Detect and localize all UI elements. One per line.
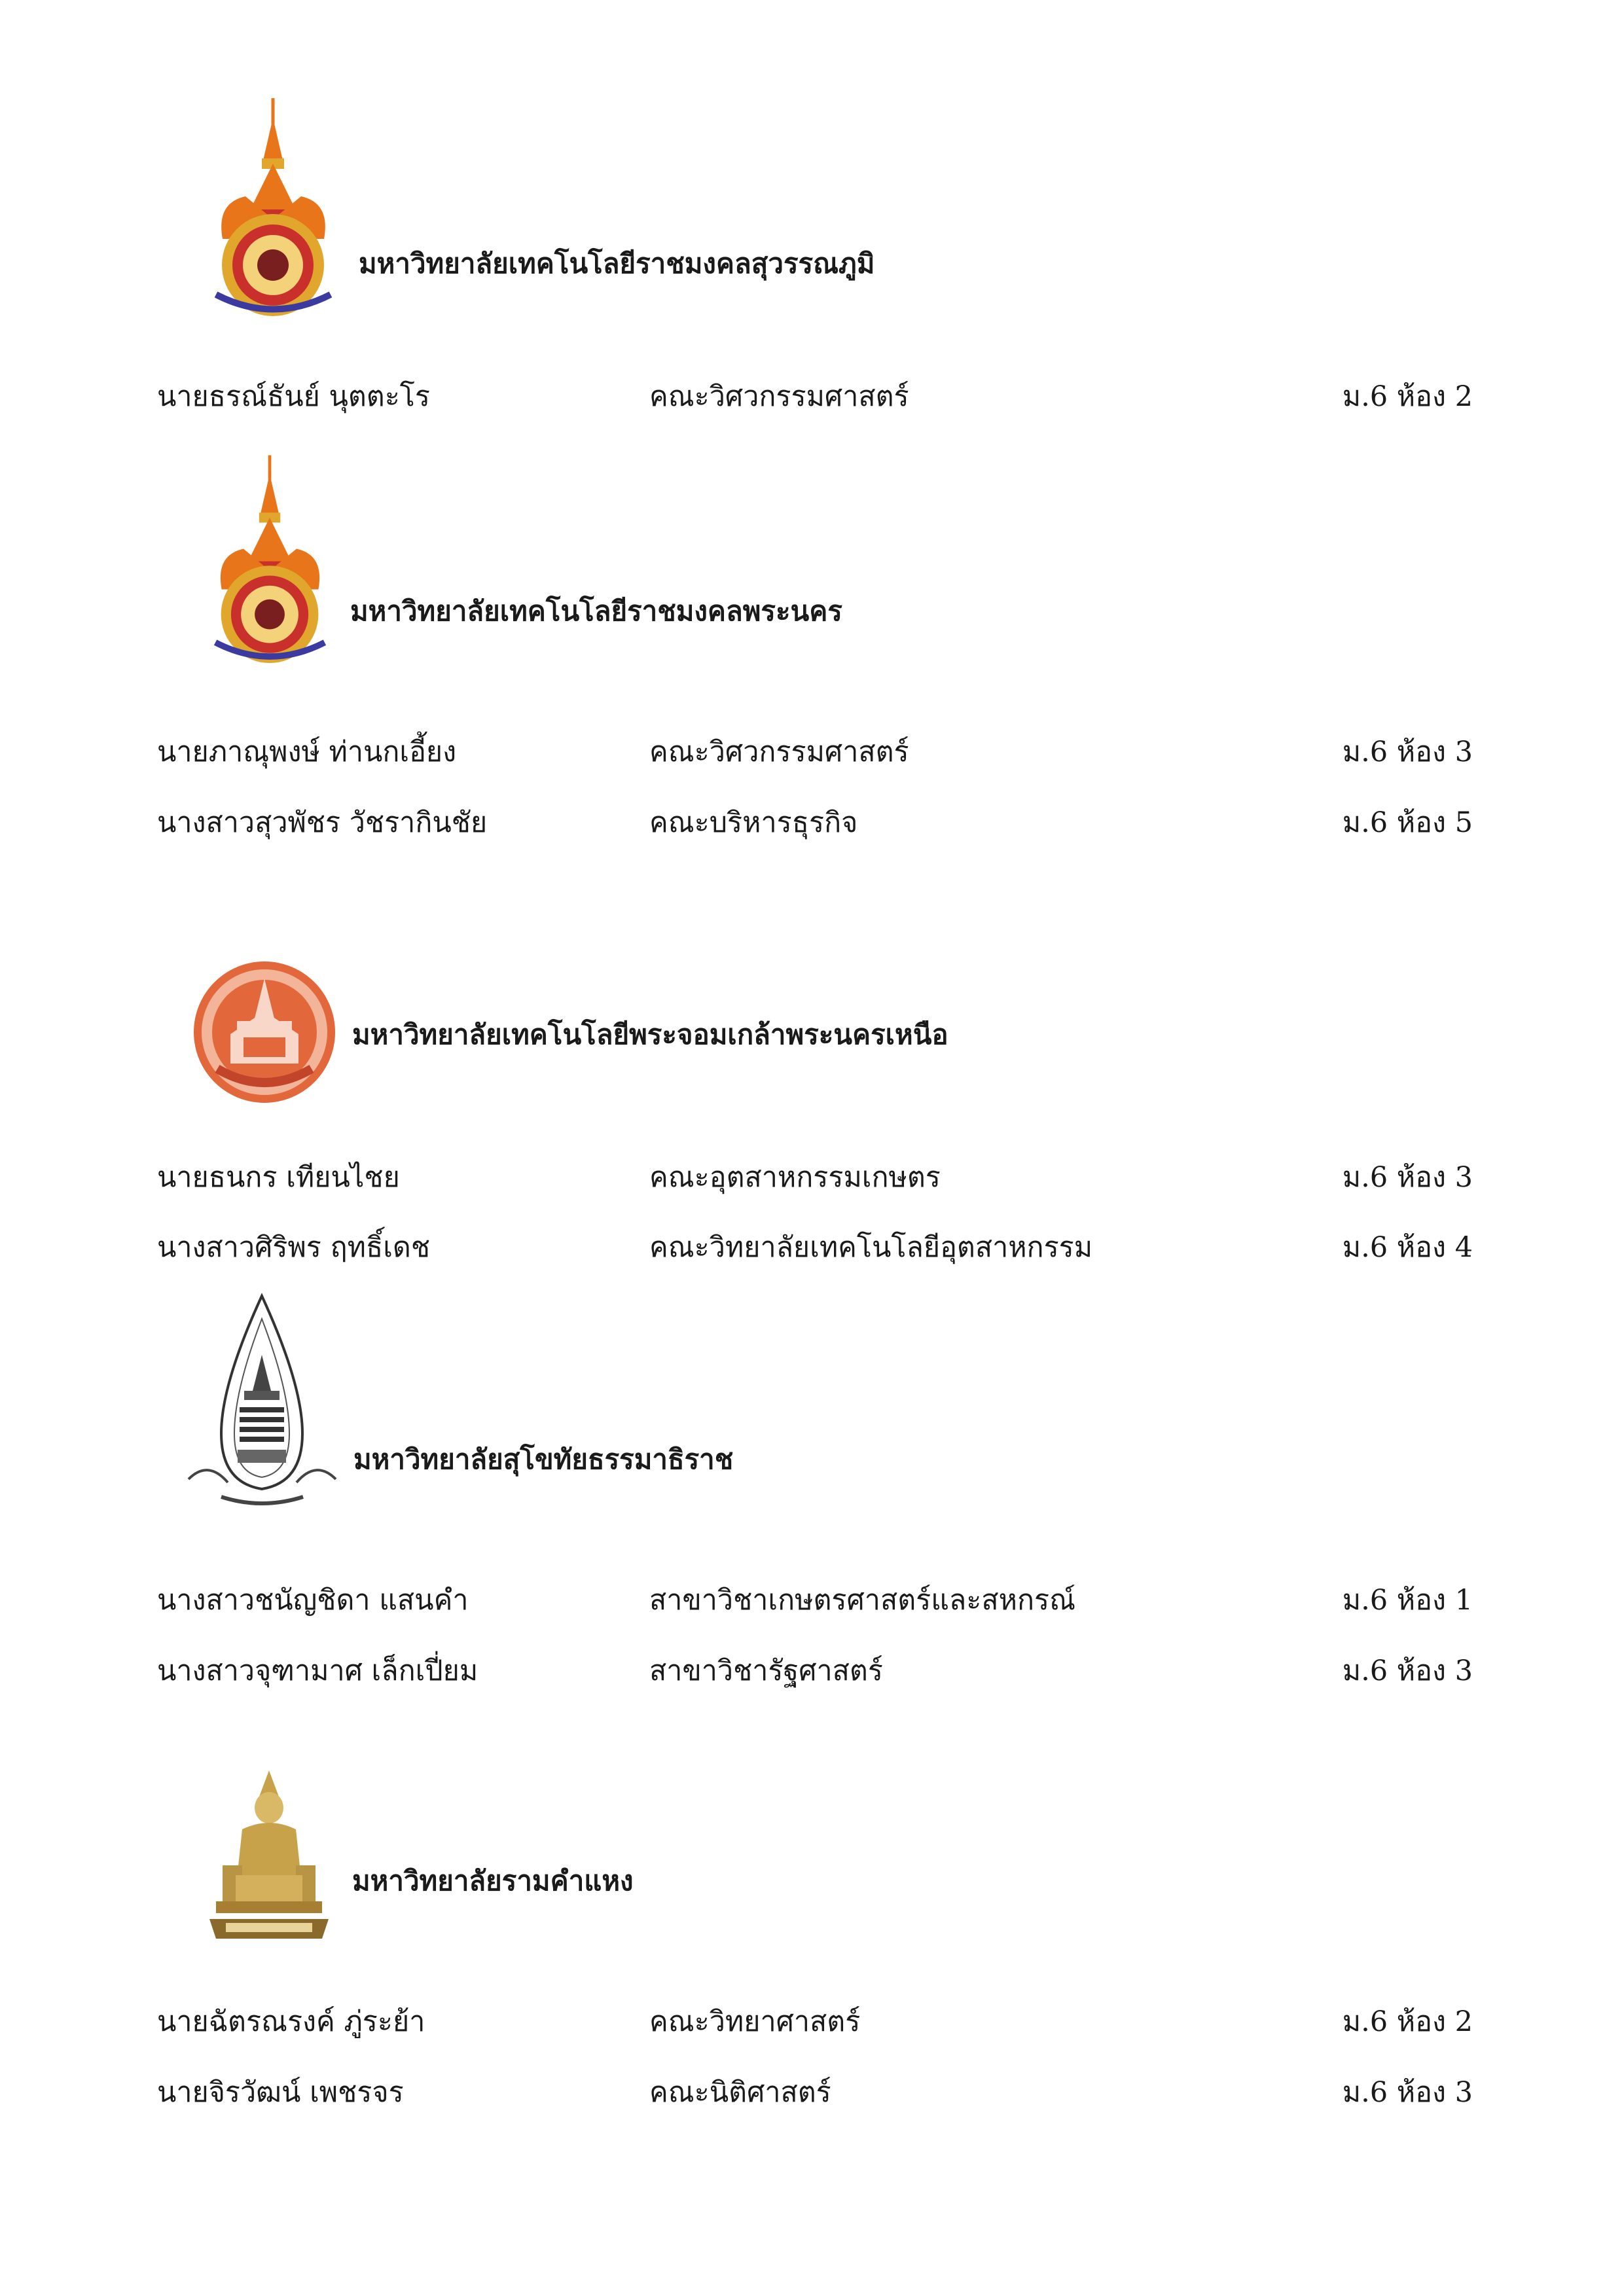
student-row xyxy=(157,1161,1473,1203)
faculty-name: คณะบริหารธุรกิจ xyxy=(649,806,858,839)
faculty-name: คณะวิทยาลัยเทคโนโลยีอุตสาหกรรม xyxy=(649,1231,1093,1264)
faculty-name: คณะวิศวกรรมศาสตร์ xyxy=(649,736,909,768)
faculty-name: คณะวิทยาศาสตร์ xyxy=(649,2005,861,2038)
student-name: นายธนกร เทียนไชย xyxy=(157,1161,400,1194)
university-name: มหาวิทยาลัยเทคโนโลยีราชมงคลสุวรรณภูมิ xyxy=(359,247,875,279)
class-room: ม.6 ห้อง 4 xyxy=(1342,1231,1473,1264)
class-room: ม.6 ห้อง 3 xyxy=(1342,736,1473,768)
student-row xyxy=(157,1231,1473,1273)
student-name: นางสาวชนัญชิดา แสนคำ xyxy=(157,1584,469,1617)
student-name: นางสาวสุวพัชร วัชรากินชัย xyxy=(157,806,488,839)
faculty-name: คณะนิติศาสตร์ xyxy=(649,2076,831,2109)
student-row xyxy=(157,806,1473,848)
faculty-name: คณะวิศวกรรมศาสตร์ xyxy=(649,380,909,413)
class-room: ม.6 ห้อง 2 xyxy=(1342,2005,1473,2038)
university-name: มหาวิทยาลัยเทคโนโลยีราชมงคลพระนคร xyxy=(350,595,842,627)
student-row xyxy=(157,2076,1473,2118)
student-row xyxy=(157,2005,1473,2047)
rmut-crest-icon xyxy=(203,98,344,324)
stou-emblem-icon xyxy=(182,1293,342,1509)
university-name: มหาวิทยาลัยรามคำแหง xyxy=(352,1865,634,1897)
student-name: นายฉัตรณรงค์ ภู่ระย้า xyxy=(157,2005,425,2038)
class-room: ม.6 ห้อง 3 xyxy=(1342,2076,1473,2109)
university-name: มหาวิทยาลัยสุโขทัยธรรมาธิราช xyxy=(353,1443,734,1475)
student-row xyxy=(157,738,1473,778)
kmutnb-seal-icon xyxy=(191,959,338,1106)
student-name: นายภาณุพงษ์ ท่านกเอี้ยง xyxy=(157,736,457,768)
class-room: ม.6 ห้อง 3 xyxy=(1342,1161,1473,1194)
student-row xyxy=(157,1657,1473,1696)
student-row xyxy=(157,1584,1473,1626)
faculty-name: สาขาวิชารัฐศาสตร์ xyxy=(649,1655,883,1687)
faculty-name: สาขาวิชาเกษตรศาสตร์และสหกรณ์ xyxy=(649,1584,1075,1617)
ramkhamhaeng-statue-icon xyxy=(196,1767,342,1944)
rmut-crest-icon xyxy=(203,452,337,674)
class-room: ม.6 ห้อง 1 xyxy=(1342,1584,1473,1617)
university-name: มหาวิทยาลัยเทคโนโลยีพระจอมเกล้าพระนครเหนือ xyxy=(352,1018,948,1050)
faculty-name: คณะอุตสาหกรรมเกษตร xyxy=(649,1161,941,1194)
student-name: นายจิรวัฒน์ เพชรจร xyxy=(157,2076,404,2109)
student-name: นางสาวจุฑามาศ เล็กเปี่ยม xyxy=(157,1655,478,1687)
class-room: ม.6 ห้อง 3 xyxy=(1342,1655,1473,1687)
class-room: ม.6 ห้อง 5 xyxy=(1342,806,1473,839)
class-room: ม.6 ห้อง 2 xyxy=(1342,380,1473,413)
student-name: นายธรณ์ธันย์ นุตตะโร xyxy=(157,380,431,413)
student-name: นางสาวศิริพร ฤทธิ์เดช xyxy=(157,1231,431,1264)
student-row xyxy=(157,380,1473,422)
